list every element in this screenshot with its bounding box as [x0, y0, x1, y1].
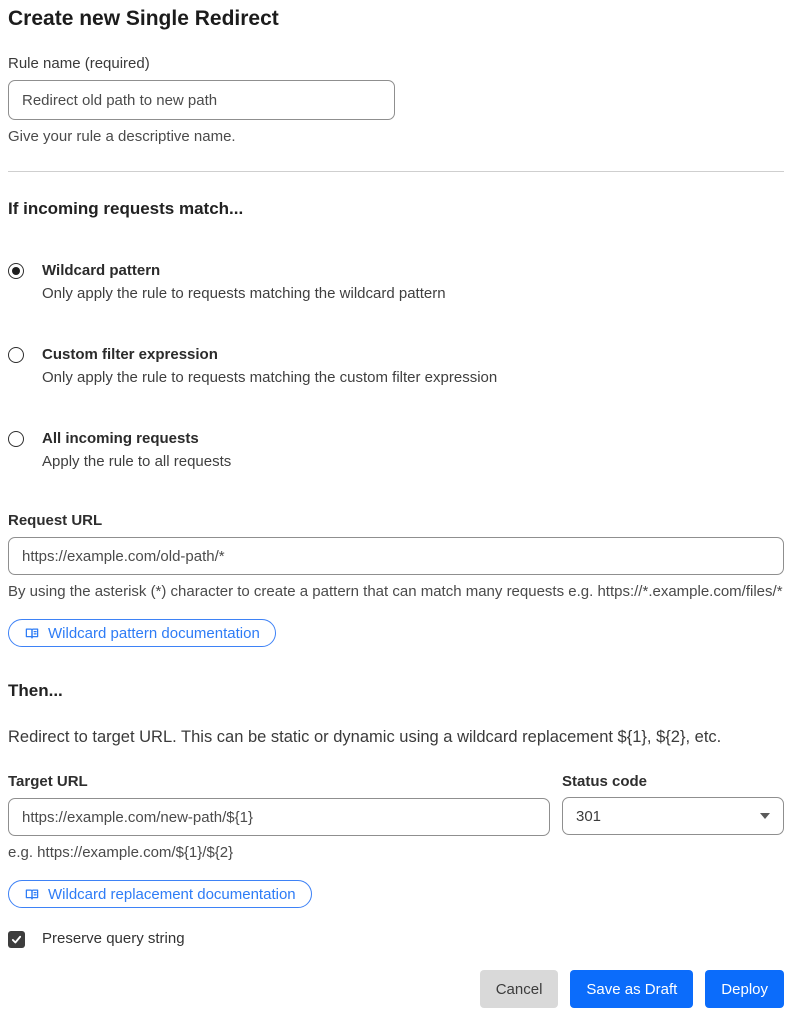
- preserve-query-string-label: Preserve query string: [42, 930, 185, 947]
- match-section-heading: If incoming requests match...: [8, 199, 244, 218]
- wildcard-pattern-doc-button[interactable]: [8, 619, 276, 647]
- rule-name-input[interactable]: [8, 80, 395, 120]
- cancel-button[interactable]: Cancel: [480, 970, 559, 1008]
- section-divider: [8, 171, 784, 172]
- chevron-down-icon: [760, 813, 770, 819]
- checkbox-checked-icon[interactable]: [8, 931, 25, 948]
- radio-unselected-icon[interactable]: [8, 431, 24, 447]
- then-section-description: Redirect to target URL. This can be static or dynamic using a wildcard replacement ${1}, ${2}, etc.: [8, 728, 722, 746]
- preserve-query-string-checkbox[interactable]: [8, 929, 784, 949]
- radio-option-all-incoming-requests[interactable]: [8, 428, 784, 473]
- doc-button-label: Wildcard pattern documentation: [48, 624, 260, 642]
- match-type-radio-group: [8, 260, 784, 473]
- radio-option-wildcard-pattern[interactable]: [8, 260, 784, 305]
- target-url-label: Target URL: [8, 773, 88, 790]
- doc-button-label: Wildcard replacement documentation: [48, 885, 296, 903]
- status-code-label: Status code: [562, 773, 648, 790]
- radio-unselected-icon[interactable]: [8, 347, 24, 363]
- request-url-input[interactable]: [8, 537, 784, 575]
- radio-option-description: Only apply the rule to requests matching the custom filter expression: [42, 369, 498, 386]
- status-code-value: 301: [576, 807, 602, 825]
- wildcard-replacement-doc-button[interactable]: [8, 880, 312, 908]
- radio-option-description: Only apply the rule to requests matching the wildcard pattern: [42, 285, 446, 302]
- rule-name-label: Rule name (required): [8, 55, 150, 72]
- request-url-label: Request URL: [8, 512, 103, 529]
- save-as-draft-button[interactable]: Save as Draft: [570, 970, 693, 1008]
- radio-option-label: All incoming requests: [42, 430, 199, 447]
- rule-name-help: Give your rule a descriptive name.: [8, 128, 236, 145]
- page-title: Create new Single Redirect: [8, 7, 279, 30]
- target-url-help: e.g. https://example.com/${1}/${2}: [8, 844, 234, 861]
- book-icon: [24, 626, 40, 641]
- book-icon: [24, 887, 40, 902]
- deploy-button[interactable]: Deploy: [705, 970, 784, 1008]
- radio-option-label: Wildcard pattern: [42, 262, 161, 279]
- status-code-select[interactable]: [562, 797, 784, 835]
- request-url-help: By using the asterisk (*) character to create a pattern that can match many requests e.g. https://*.example.com/files/*: [8, 583, 783, 600]
- radio-option-custom-filter-expression[interactable]: [8, 344, 784, 389]
- target-url-input[interactable]: [8, 798, 550, 836]
- radio-option-description: Apply the rule to all requests: [42, 453, 232, 470]
- radio-selected-icon[interactable]: [8, 263, 24, 279]
- then-section-heading: Then...: [8, 681, 63, 700]
- form-actions: [8, 970, 784, 1008]
- radio-option-label: Custom filter expression: [42, 346, 218, 363]
